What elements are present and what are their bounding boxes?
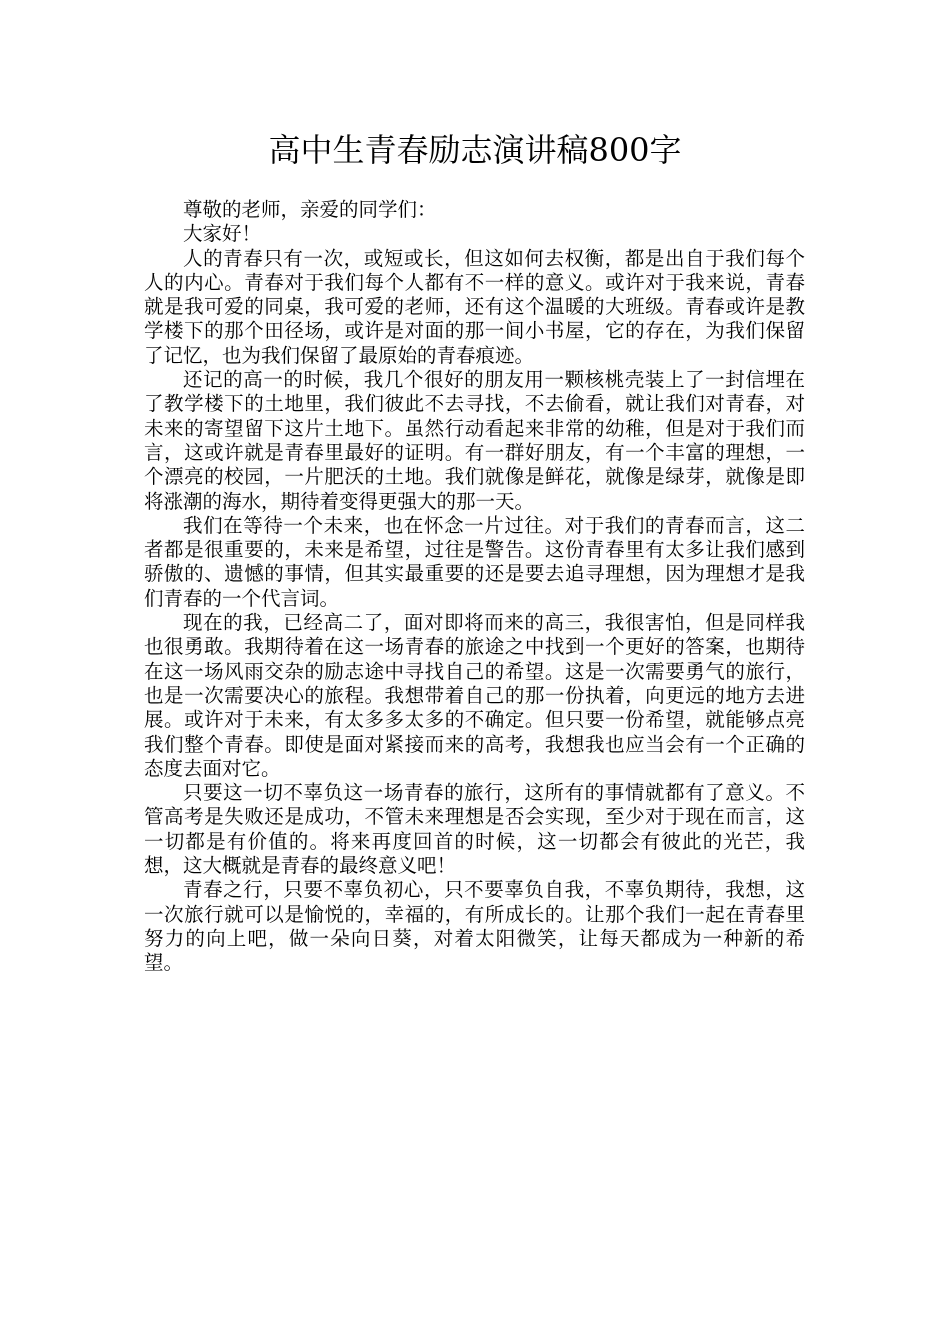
document-title: 高中生青春励志演讲稿800字 <box>268 131 682 169</box>
greeting: 大家好！ <box>183 222 262 246</box>
paragraph-5: 只要这一切不辜负这一场青春的旅行，这所有的事情就都有了意义。不管高考是失败还是成功，不管未来理想是否会实现，至少对于现在而言，这一切都是有价值的。将来再度回首的时候，这一切都会有彼此的光芒，我想，这大概就是青春的最终意义吧！ <box>144 781 805 878</box>
document-body <box>144 198 805 976</box>
paragraph-2: 还记的高一的时候，我几个很好的朋友用一颗核桃壳装上了一封信埋在了教学楼下的土地里，我们彼此不去寻找，不去偷看，就让我们对青春，对未来的寄望留下这片土地下。虽然行动看起来非常的幼稚，但是对于我们而言，这或许就是青春里最好的证明。有一群好朋友，有一个丰富的理想，一个漂亮的校园，一片肥沃的土地。我们就像是鲜花，就像是绿芽，就像是即将涨潮的海水，期待着变得更强大的那一天。 <box>144 368 805 513</box>
paragraph-3: 我们在等待一个未来，也在怀念一片过往。对于我们的青春而言，这二者都是很重要的，未来是希望，过往是警告。这份青春里有太多让我们感到骄傲的、遗憾的事情，但其实最重要的还是要去追寻理想，因为理想才是我们青春的一个代言词。 <box>144 513 805 610</box>
paragraph-1: 人的青春只有一次，或短或长，但这如何去权衡，都是出自于我们每个人的内心。青春对于我们每个人都有不一样的意义。或许对于我来说，青春就是我可爱的同桌，我可爱的老师，还有这个温暖的大班级。青春或许是教学楼下的那个田径场，或许是对面的那一间小书屋，它的存在，为我们保留了记忆，也为我们保留了最原始的青春痕迹。 <box>144 246 805 367</box>
paragraph-6: 青春之行，只要不辜负初心，只不要辜负自我，不辜负期待，我想，这一次旅行就可以是愉悦的，幸福的，有所成长的。让那个我们一起在青春里努力的向上吧，做一朵向日葵，对着太阳微笑，让每天都成为一种新的希望。 <box>144 878 805 975</box>
paragraph-4: 现在的我，已经高二了，面对即将而来的高三，我很害怕，但是同样我也很勇敢。我期待着在这一场青春的旅途之中找到一个更好的答案，也期待在这一场风雨交杂的励志途中寻找自己的希望。这是一次需要勇气的旅行，也是一次需要决心的旅程。我想带着自己的那一份执着，向更远的地方去进展。或许对于未来，有太多多太多的不确定。但只要一份希望，就能够点亮我们整个青春。即使是面对紧接而来的高考，我想我也应当会有一个正确的态度去面对它。 <box>144 611 805 780</box>
salutation: 尊敬的老师，亲爱的同学们： <box>183 198 437 221</box>
